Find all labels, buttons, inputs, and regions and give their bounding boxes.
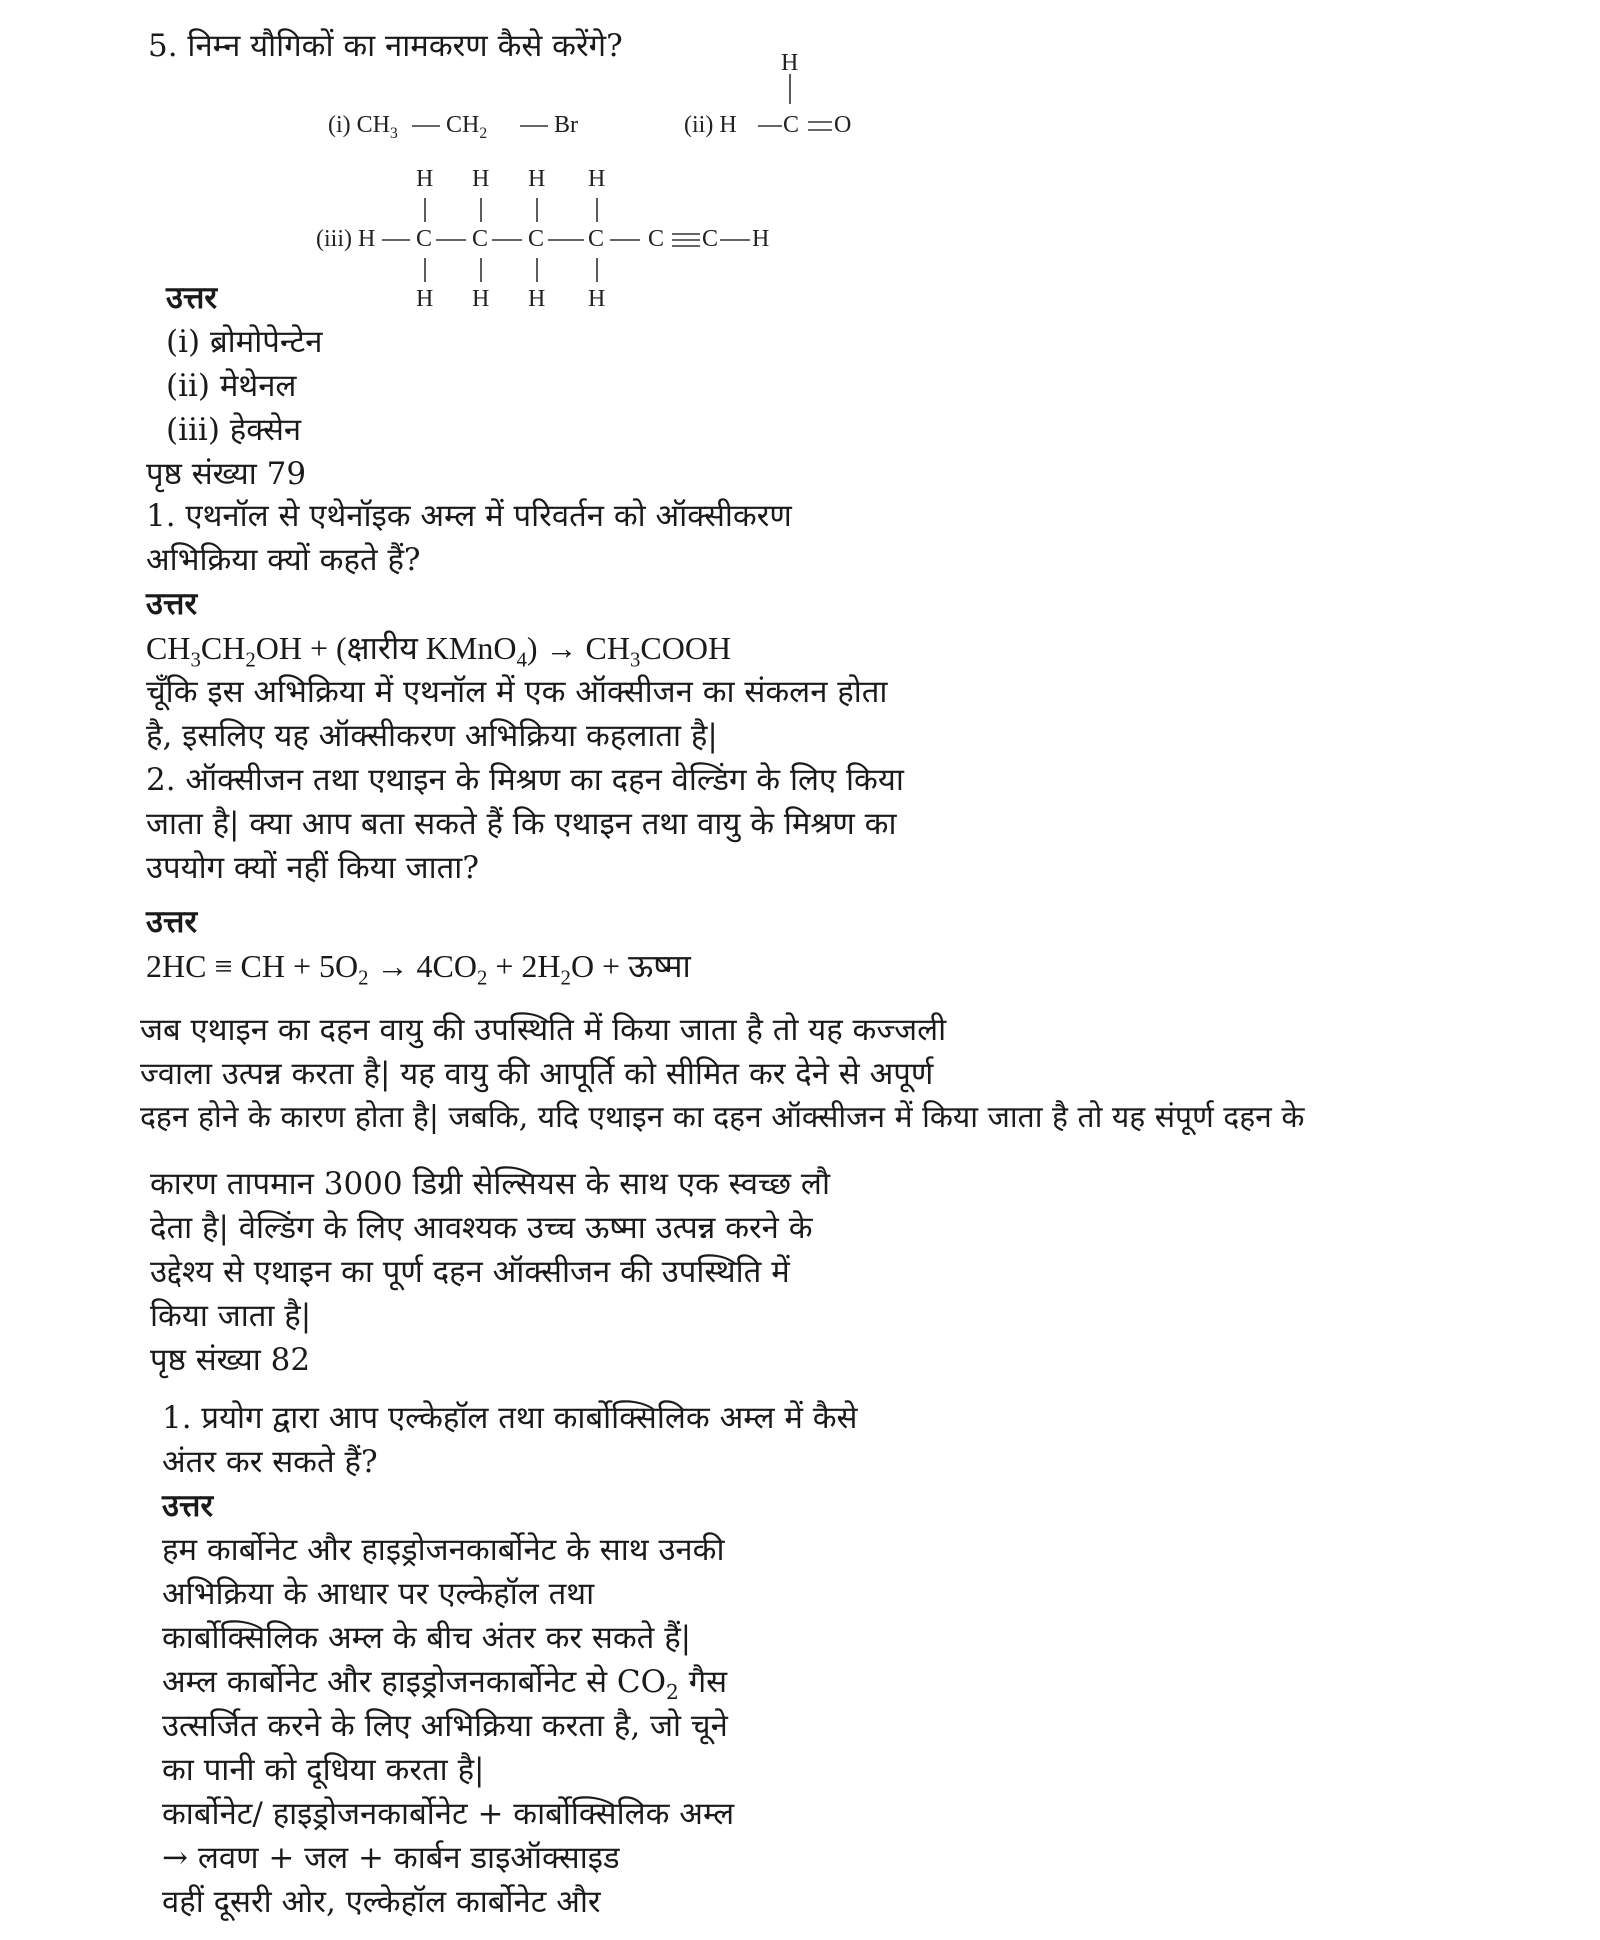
structure-iii-h-bot-4: H xyxy=(588,286,606,312)
p79-equation-2: 2HC ≡ CH + $5O_2 \to 4CO_2 + 2H_2O$ + ऊष्मा xyxy=(146,948,691,990)
p79-q2-line-3: उपयोग क्यों नहीं किया जाता? xyxy=(146,850,479,886)
p79-a2-line-3: दहन होने के कारण होता है| जबकि, यदि एथाइन का दहन ऑक्सीजन में किया जाता है तो यह संपूर्ण दहन के xyxy=(140,1100,1305,1135)
p79-a1-line-1: चूँकि इस अभिक्रिया में एथनॉल में एक ऑक्सीजन का संकलन होता xyxy=(146,674,888,710)
structure-iii-c-6: C xyxy=(702,226,719,252)
p79-a2-line-6: उद्देश्य से एथाइन का पूर्ण दहन ऑक्सीजन की उपस्थिति में xyxy=(150,1254,790,1290)
p79-a2-line-1: जब एथाइन का दहन वायु की उपस्थिति में किया जाता है तो यह कज्जली xyxy=(140,1012,947,1048)
page82-heading: पृष्ठ संख्या 82 xyxy=(150,1342,311,1378)
structure-iii-h-end: H xyxy=(752,226,770,252)
q5-answer-heading: उत्तर xyxy=(166,280,218,316)
q5-answer-1: (i) ब्रोमोपेन्टेन xyxy=(166,324,323,360)
p79-q1-line-2: अभिक्रिया क्यों कहते हैं? xyxy=(146,542,421,578)
p82-a-line-1: हम कार्बोनेट और हाइड्रोजनकार्बोनेट के साथ उनकी xyxy=(162,1532,725,1568)
p82-b-line-4: → लवण + जल + कार्बन डाइऑक्साइड xyxy=(162,1840,620,1876)
structure-iii-c-3: C xyxy=(528,226,545,252)
structure-iii-h-bot-2: H xyxy=(472,286,490,312)
p82-b-line-2: का पानी को दूधिया करता है| xyxy=(162,1752,485,1788)
p79-a2-line-2: ज्वाला उत्पन्न करता है| यह वायु की आपूर्ति को सीमित कर देने से अपूर्ण xyxy=(140,1056,934,1092)
structure-i-ch2: $CH_2$ xyxy=(446,112,488,142)
p79-q2-line-1: 2. ऑक्सीजन तथा एथाइन के मिश्रण का दहन वेल्डिंग के लिए किया xyxy=(146,762,904,798)
structure-ii-o: O xyxy=(834,112,852,138)
structure-iii-c-1: C xyxy=(416,226,433,252)
q5-answer-2: (ii) मेथेनल xyxy=(166,368,297,404)
p79-answer-heading-2: उत्तर xyxy=(146,904,198,940)
p79-a1-line-2: है, इसलिए यह ऑक्सीकरण अभिक्रिया कहलाता है| xyxy=(146,718,718,754)
structure-iii-h-bot-1: H xyxy=(416,286,434,312)
chemical-structures xyxy=(0,0,1600,320)
structure-iii-c-5: C xyxy=(648,226,665,252)
p79-q1-line-1: 1. एथनॉल से एथेनॉइक अम्ल में परिवर्तन को ऑक्सीकरण xyxy=(146,498,792,534)
page79-heading: पृष्ठ संख्या 79 xyxy=(146,456,307,492)
p82-co2-line: अम्ल कार्बोनेट और हाइड्रोजनकार्बोनेट से $CO_2$ गैस xyxy=(162,1664,728,1705)
structure-iii-c-2: C xyxy=(472,226,489,252)
p79-a2-line-4: कारण तापमान 3000 डिग्री सेल्सियस के साथ एक स्वच्छ लौ xyxy=(150,1166,830,1202)
p82-q1-line-1: 1. प्रयोग द्वारा आप एल्केहॉल तथा कार्बोक्सिलिक अम्ल में कैसे xyxy=(162,1400,858,1436)
p79-a2-line-7: किया जाता है| xyxy=(150,1298,312,1334)
p82-b-line-1: उत्सर्जित करने के लिए अभिक्रिया करता है, जो चूने xyxy=(162,1708,728,1744)
structure-iii-h-bot-3: H xyxy=(528,286,546,312)
structure-iii-c-4: C xyxy=(588,226,605,252)
question-5: 5. निम्न यौगिकों का नामकरण कैसे करेंगे? xyxy=(148,28,623,64)
p79-q2-line-2: जाता है| क्या आप बता सकते हैं कि एथाइन तथा वायु के मिश्रण का xyxy=(146,806,897,842)
structure-iii-h-top-4: H xyxy=(588,166,606,192)
structure-iii-h-top-1: H xyxy=(416,166,434,192)
structure-i-br: Br xyxy=(554,112,578,138)
p82-b-line-3: कार्बोनेट/ हाइड्रोजनकार्बोनेट + कार्बोक्सिलिक अम्ल xyxy=(162,1796,735,1832)
p82-b-line-5: वहीं दूसरी ओर, एल्केहॉल कार्बोनेट और xyxy=(162,1884,601,1920)
p82-a-line-2: अभिक्रिया के आधार पर एल्केहॉल तथा xyxy=(162,1576,595,1612)
structure-iii-h-top-2: H xyxy=(472,166,490,192)
p82-q1-line-2: अंतर कर सकते हैं? xyxy=(162,1444,378,1480)
structure-iii-label: (iii) H xyxy=(316,226,376,252)
p79-answer-heading: उत्तर xyxy=(146,586,198,622)
p79-a2-line-5: देता है| वेल्डिंग के लिए आवश्यक उच्च ऊष्मा उत्पन्न करने के xyxy=(150,1210,813,1246)
structure-ii-label: (ii) H xyxy=(684,112,737,138)
structure-i: (i) $CH_3$ xyxy=(328,112,398,142)
p82-answer-heading: उत्तर xyxy=(162,1488,214,1524)
structure-ii-h-top: H xyxy=(781,50,799,76)
p82-a-line-3: कार्बोक्सिलिक अम्ल के बीच अंतर कर सकते हैं| xyxy=(162,1620,692,1656)
p79-equation: $CH_3CH_2OH$ + (क्षारीय KMnO$_4$) → $CH_3COOH$ xyxy=(146,630,732,672)
q5-answer-3: (iii) हेक्सेन xyxy=(166,412,302,448)
structure-iii-h-top-3: H xyxy=(528,166,546,192)
structure-ii-c: C xyxy=(783,112,800,138)
